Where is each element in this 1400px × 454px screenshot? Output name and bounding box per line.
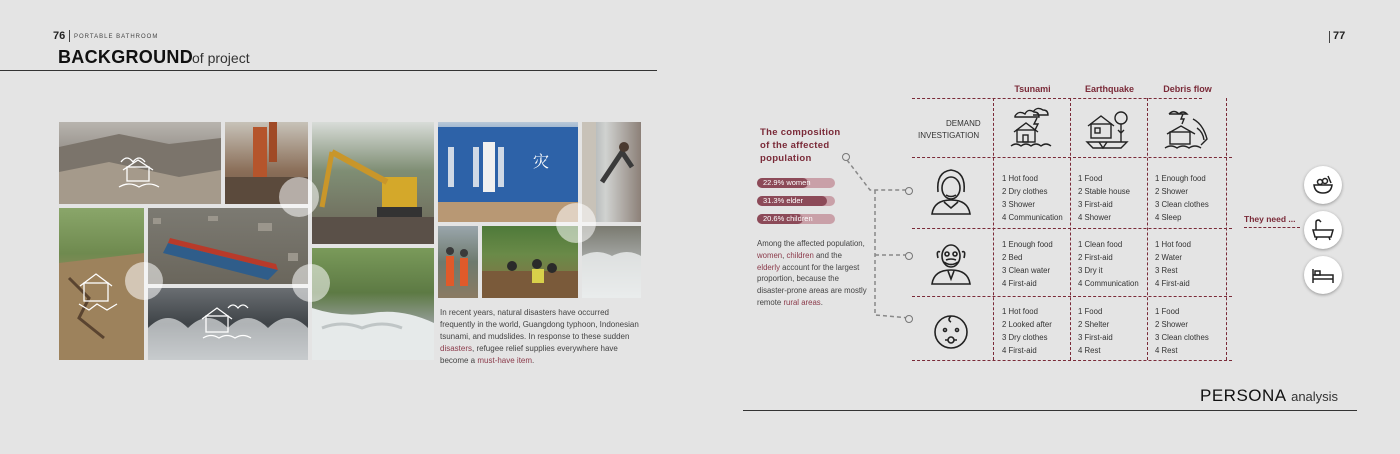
connector-node: [905, 315, 913, 323]
demand-item: 1 Food: [1078, 174, 1103, 183]
demand-item: 1 Hot food: [1155, 240, 1191, 249]
demand-item: 4 First-aid: [1002, 346, 1037, 355]
demand-item: 3 Clean water: [1002, 266, 1051, 275]
decor-circle: [125, 262, 163, 300]
connector-lines: [840, 150, 920, 330]
demand-item: 2 Dry clothes: [1002, 187, 1048, 196]
demand-item: 4 Rest: [1155, 346, 1178, 355]
connector-node: [905, 252, 913, 260]
demand-item: 4 Communication: [1002, 213, 1063, 222]
photo-rescuers-orange: [438, 226, 478, 298]
demand-cell: [1155, 238, 1191, 290]
demand-cell: [1078, 305, 1113, 357]
demand-item: 1 Food: [1155, 307, 1180, 316]
grid-line: [993, 98, 994, 360]
demand-item: 1 Food: [1078, 307, 1103, 316]
bathtub-icon: [1311, 218, 1335, 242]
demand-item: 4 Sleep: [1155, 213, 1182, 222]
landslide-scene: [59, 122, 221, 204]
demand-item: 3 Clean clothes: [1155, 333, 1209, 342]
row-header-demand: DEMAND INVESTIGATION: [918, 119, 981, 140]
baby-persona-icon: [930, 310, 972, 354]
grid-line: [912, 228, 1232, 229]
header-divider: [1329, 31, 1330, 43]
demand-cell: [1002, 172, 1063, 224]
debris-flow-icon: [1163, 104, 1211, 152]
demand-cell: [1002, 238, 1053, 290]
grid-line: [1070, 98, 1071, 360]
demand-item: 3 First-aid: [1078, 200, 1113, 209]
grid-line: [1226, 98, 1227, 360]
food-bowl-icon: [1311, 173, 1335, 197]
photo-landslide: [59, 122, 221, 204]
grid-line: [912, 98, 1202, 99]
title-rule: [0, 70, 657, 71]
demand-item: 3 Shower: [1002, 200, 1035, 209]
demand-item: 3 Dry clothes: [1002, 333, 1048, 342]
photo-debris-torrent: [582, 226, 641, 298]
page-subtitle: of project: [192, 50, 250, 66]
demand-item: 4 Rest: [1078, 346, 1101, 355]
photo-stranded-ship: [148, 208, 308, 284]
grid-line: [912, 296, 1232, 297]
stat-label: 31.3% elder: [763, 196, 804, 205]
column-header-debris-flow: Debris flow: [1163, 84, 1212, 94]
demand-item: 2 Water: [1155, 253, 1183, 262]
demand-item: 3 Clean clothes: [1155, 200, 1209, 209]
header-divider: [69, 30, 70, 42]
demand-cell: [1155, 305, 1209, 357]
demand-item: 3 First-aid: [1078, 333, 1113, 342]
demand-item: 2 Shelter: [1078, 320, 1110, 329]
footer-title-bold: PERSONA: [1200, 386, 1287, 405]
demand-item: 2 First-aid: [1078, 253, 1113, 262]
connector-node: [905, 187, 913, 195]
photo-rescue-door: [582, 122, 641, 222]
demand-item: 1 Enough food: [1155, 174, 1206, 183]
they-need-line: [1244, 227, 1300, 228]
demand-item: 2 Shower: [1155, 320, 1188, 329]
demand-item: 2 Bed: [1002, 253, 1023, 262]
demand-item: 1 Hot food: [1002, 307, 1038, 316]
svg-text:灾: 灾: [533, 152, 550, 171]
they-need-label: They need ...: [1244, 214, 1296, 224]
demand-item: 3 Dry it: [1078, 266, 1103, 275]
running-header: PORTABLE BATHROOM: [74, 34, 159, 40]
footer-title: [1200, 386, 1338, 406]
decor-circle: [279, 177, 319, 217]
page-number-right: 77: [1333, 30, 1346, 42]
decor-circle: [292, 264, 330, 302]
decor-circle: [556, 203, 596, 243]
column-header-earthquake: Earthquake: [1084, 84, 1135, 94]
demand-cell: [1155, 172, 1209, 224]
bath-need-button: [1304, 211, 1342, 249]
column-header-tsunami: Tsunami: [1014, 84, 1051, 94]
bed-icon: [1311, 263, 1335, 287]
demand-cell: [1078, 238, 1139, 290]
stat-label: 20.6% children: [763, 214, 813, 223]
food-need-button: [1304, 166, 1342, 204]
footer-title-light: analysis: [1291, 389, 1339, 404]
page-number-left: 76: [53, 30, 66, 42]
demand-item: 2 Stable house: [1078, 187, 1131, 196]
bed-need-button: [1304, 256, 1342, 294]
composition-title: The composition of the affected population: [760, 127, 841, 164]
tsunami-icon: [1007, 104, 1055, 152]
woman-persona-icon: [926, 166, 976, 218]
demand-item: 2 Shower: [1155, 187, 1188, 196]
photo-yellow-excavator: [312, 122, 434, 244]
grid-line: [1147, 98, 1148, 360]
demand-cell: [1078, 172, 1130, 224]
photo-blue-tents: [438, 122, 578, 222]
stat-label: 22.9% women: [763, 178, 811, 187]
demand-item: 4 Communication: [1078, 279, 1139, 288]
photo-mudflow-river: [312, 248, 434, 360]
background-paragraph: In recent years, natural disasters have occurred frequently in the world, Guangdong typhoon, Indonesian tsunami, and mudslides. In response to these sudden disasters, refugee relief supplies everywhere have become a must-have item.: [440, 308, 639, 365]
demand-item: 1 Enough food: [1002, 240, 1053, 249]
elder-persona-icon: [926, 236, 976, 288]
grid-line: [912, 157, 1232, 158]
demand-cell: [1002, 305, 1052, 357]
demand-item: 3 Rest: [1155, 266, 1178, 275]
page-title: BACKGROUND: [58, 47, 193, 67]
demand-item: 4 First-aid: [1002, 279, 1037, 288]
demand-item: 4 Shower: [1078, 213, 1111, 222]
earthquake-icon: [1085, 104, 1133, 152]
demand-item: 2 Looked after: [1002, 320, 1052, 329]
demand-item: 1 Hot food: [1002, 174, 1038, 183]
composition-description: Among the affected population, women, children and the elderly account for the largest proportion, because the disaster-prone areas are mostly remote rural areas.: [757, 239, 867, 307]
grid-line: [912, 360, 1232, 361]
photo-flood-waves: [148, 288, 308, 360]
footer-rule: [743, 410, 1357, 411]
demand-item: 4 First-aid: [1155, 279, 1190, 288]
demand-item: 1 Clean food: [1078, 240, 1123, 249]
